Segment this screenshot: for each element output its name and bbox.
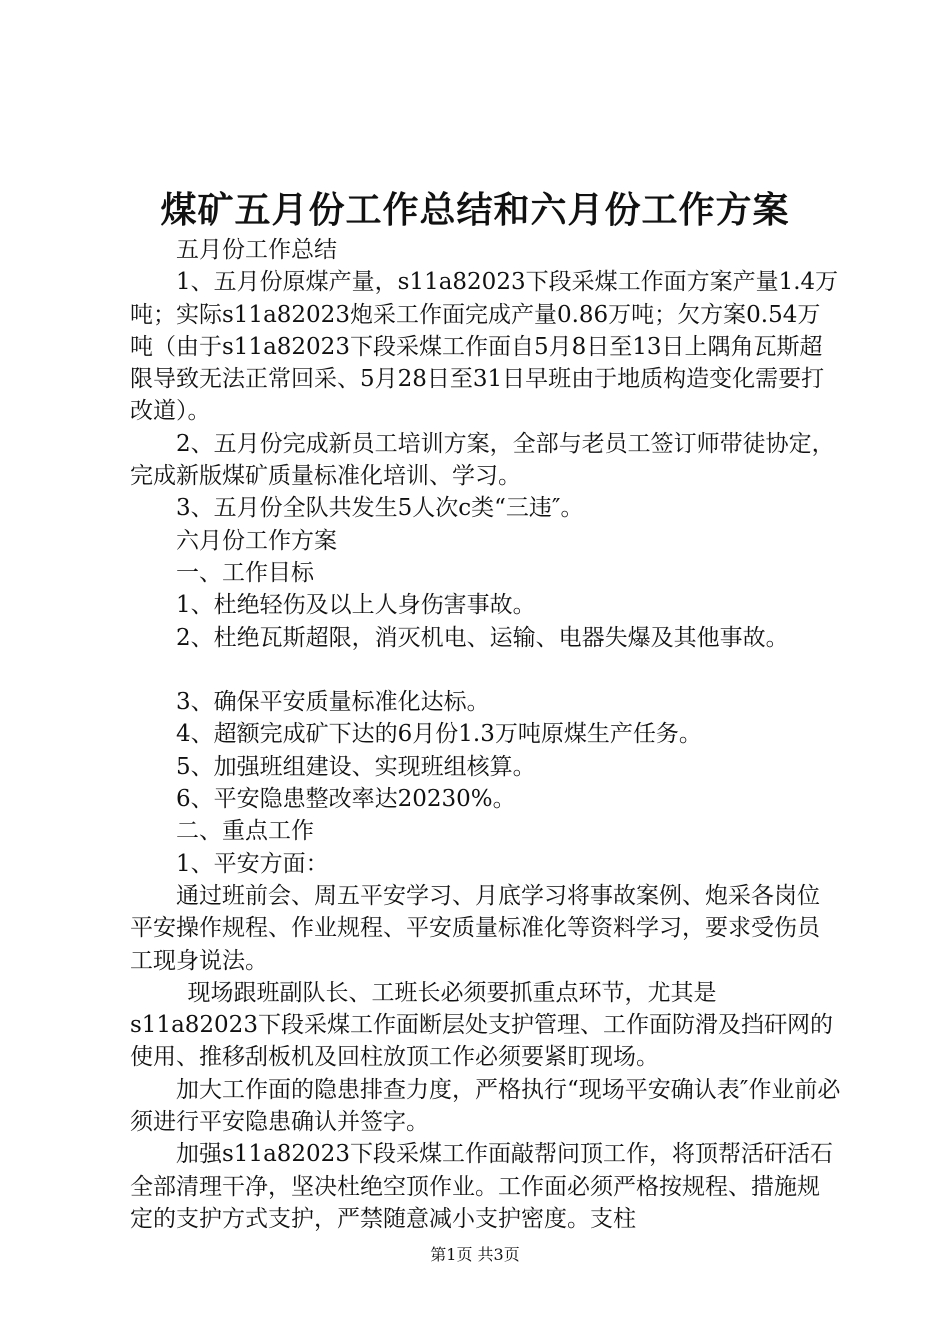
subheading-goals: 一、工作目标 (176, 559, 314, 586)
list-item: 4、超额完成矿下达的6月份1.3万吨原煤生产任务。 (176, 721, 702, 748)
paragraph-inspection: 加大工作面的隐患排查力度，严格执行“现场平安确认表″作业前必须进行平安隐患确认并签字。 (130, 1076, 841, 1136)
list-item: 2、杜绝瓦斯超限，消灭机电、运输、电器失爆及其他事故。 (176, 624, 789, 651)
subheading-key-work: 二、重点工作 (176, 818, 314, 845)
list-item: 3、确保平安质量标准化达标。 (176, 689, 490, 716)
paragraph-training: 2、五月份完成新员工培训方案，全部与老员工签订师带徒协定，完成新版煤矿质量标准化培训、学习。 (130, 430, 835, 490)
list-item: 1、杜绝轻伤及以上人身伤害事故。 (176, 592, 536, 619)
section-heading-may-summary: 五月份工作总结 (176, 237, 337, 263)
document-body (130, 234, 842, 1235)
paragraph-roof-support: 加强s11a82023下段采煤工作面敲帮问顶工作，将顶帮活矸活石全部清理干净，坚决杜绝空顶作业。工作面必须严格按规程、措施规定的支护方式支护，严禁随意减小支护密度。支柱 (130, 1141, 833, 1232)
list-item: 5、加强班组建设、实现班组核算。 (176, 753, 536, 780)
subheading-safety: 1、平安方面： (176, 850, 329, 877)
page-title: 煤矿五月份工作总结和六月份工作方案 (160, 189, 790, 231)
paragraph-study: 通过班前会、周五平安学习、月底学习将事故案例、炮采各岗位平安操作规程、作业规程、平安质量标准化等资料学习，要求受伤员工现身说法。 (130, 882, 820, 974)
blank-line (130, 654, 842, 686)
list-item: 6、平安隐患整改率达20230%。 (176, 786, 516, 813)
paragraph-violations: 3、五月份全队共发生5人次c类“三违″。 (176, 495, 584, 522)
paragraph-on-site: 现场跟班副队长、工班长必须要抓重点环节，尤其是s11a82023下段采煤工作面断层处支护管理、工作面防滑及挡矸网的使用、推移刮板机及回柱放顶工作必须要紧盯现场。 (130, 979, 833, 1071)
page-number: 第1页 共3页 (430, 1245, 520, 1264)
paragraph-output: 1、五月份原煤产量，s11a82023下段采煤工作面方案产量1.4万吨；实际s11a82023炮采工作面完成产量0.86万吨；欠方案0.54万吨（由于s11a82023下段采煤工作面自5月8日至13日上隅角瓦斯超限导致无法正常回采、5月28日至31日早班由于地质构造变化需要打改道）。 (130, 269, 839, 425)
section-heading-june-plan: 六月份工作方案 (176, 527, 337, 554)
